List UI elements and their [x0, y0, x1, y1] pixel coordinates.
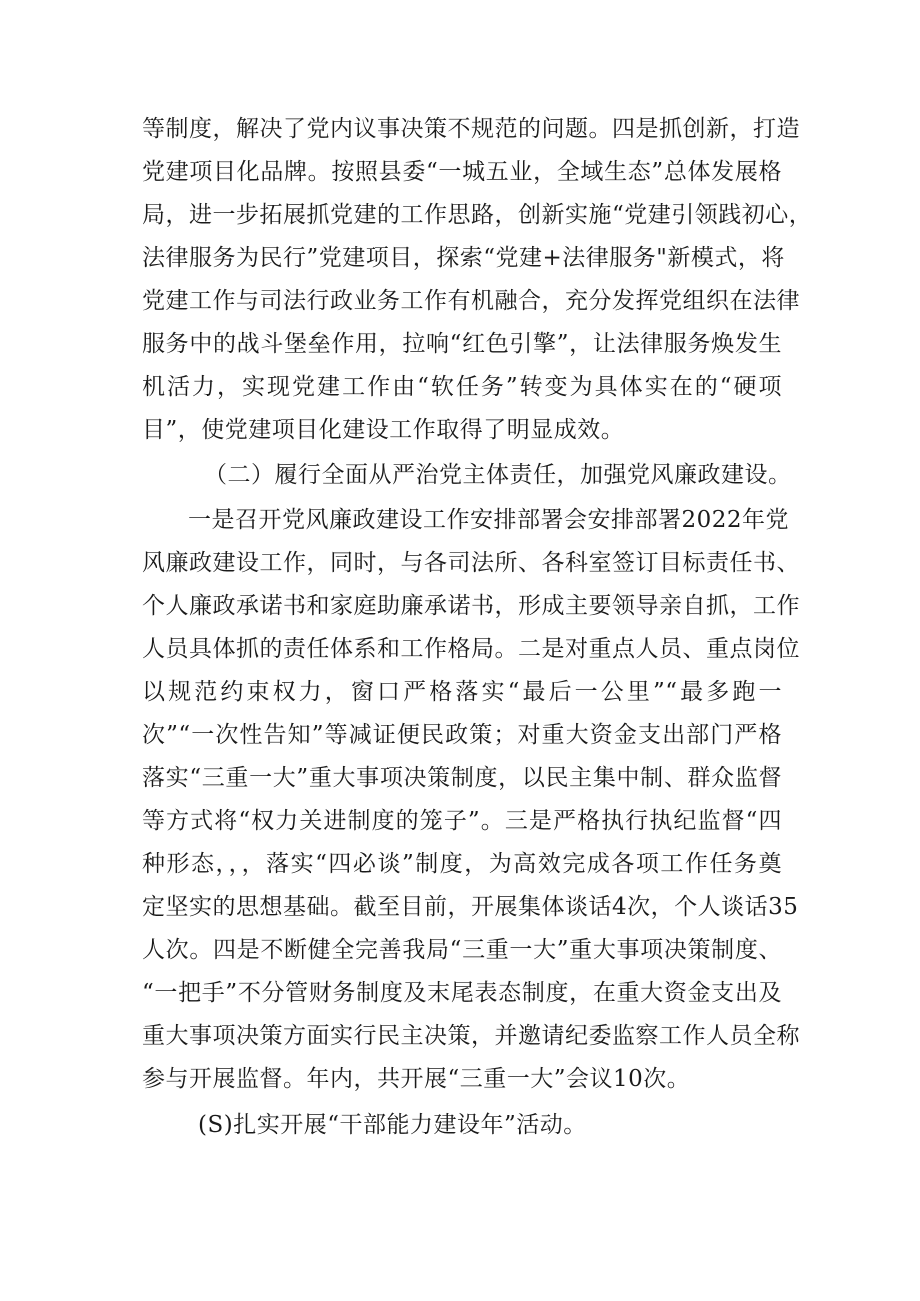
paragraph-2-line-10: 定坚实的思想基础。截至目前，开展集体谈话4次，个人谈话35 [142, 894, 799, 920]
paragraph-2-line-4: 人员具体抓的责任体系和工作格局。二是对重点人员、重点岗位 [142, 636, 800, 662]
paragraph-2-line-9: 种形态，，，落实“四必谈”制度，为高效完成各项工作任务奠 [142, 851, 782, 877]
section-heading-2: （二）履行全面从严治党主体责任，加强党风廉政建设。 [204, 462, 792, 488]
paragraph-2-line-2: 风廉政建设工作，同时，与各司法所、各科室签订目标责任书、 [142, 550, 800, 576]
paragraph-2-line-8: 等方式将“权力关进制度的笼子”。三是严格执行执纪监督“四 [142, 808, 782, 834]
paragraph-1-line-4: 法律服务为民行”党建项目，探索“党建+法律服务"新模式，将 [142, 245, 785, 271]
paragraph-2-line-1: 一是召开党风廉政建设工作安排部署会安排部署2022年党 [188, 507, 790, 533]
paragraph-2-line-14: 参与开展监督。年内，共开展“三重一大”会议10次。 [142, 1066, 691, 1092]
paragraph-2-line-11: 人次。四是不断健全完善我局“三重一大”重大事项决策制度、 [142, 937, 782, 963]
paragraph-2-line-12: “一把手”不分管财务制度及末尾表态制度，在重大资金支出及 [142, 980, 782, 1006]
paragraph-1-line-6: 服务中的战斗堡垒作用，拉响“红色引擎”，让法律服务焕发生 [142, 331, 782, 357]
paragraph-1-line-3: 局，进一步拓展抓党建的工作思路，创新实施“党建引领践初心， [142, 202, 813, 228]
paragraph-1-line-1: 等制度，解决了党内议事决策不规范的问题。四是抓创新，打造 [142, 116, 800, 142]
paragraph-2-line-13: 重大事项决策方面实行民主决策，并邀请纪委监察工作人员全称 [142, 1023, 800, 1049]
paragraph-1-line-7: 机活力，实现党建工作由“软任务”转变为具体实在的“硬项 [142, 374, 782, 400]
paragraph-2-line-7: 落实“三重一大”重大事项决策制度，以民主集中制、群众监督 [142, 765, 782, 791]
paragraph-2-line-6: 次”“一次性告知”等减证便民政策；对重大资金支出部门严格 [142, 722, 782, 748]
paragraph-1-line-5: 党建工作与司法行政业务工作有机融合，充分发挥党组织在法律 [142, 288, 800, 314]
paragraph-1-line-2: 党建项目化品牌。按照县委“一城五业，全域生态”总体发展格 [142, 159, 782, 185]
section-heading-3: (S)扎实开展“干部能力建设年”活动。 [198, 1112, 587, 1138]
paragraph-1-line-8: 目”，使党建项目化建设工作取得了明显成效。 [142, 417, 625, 443]
paragraph-2-line-3: 个人廉政承诺书和家庭助廉承诺书，形成主要领导亲自抓，工作 [142, 593, 800, 619]
paragraph-2-line-5: 以规范约束权力，窗口严格落实“最后一公里”“最多跑一 [142, 679, 782, 705]
